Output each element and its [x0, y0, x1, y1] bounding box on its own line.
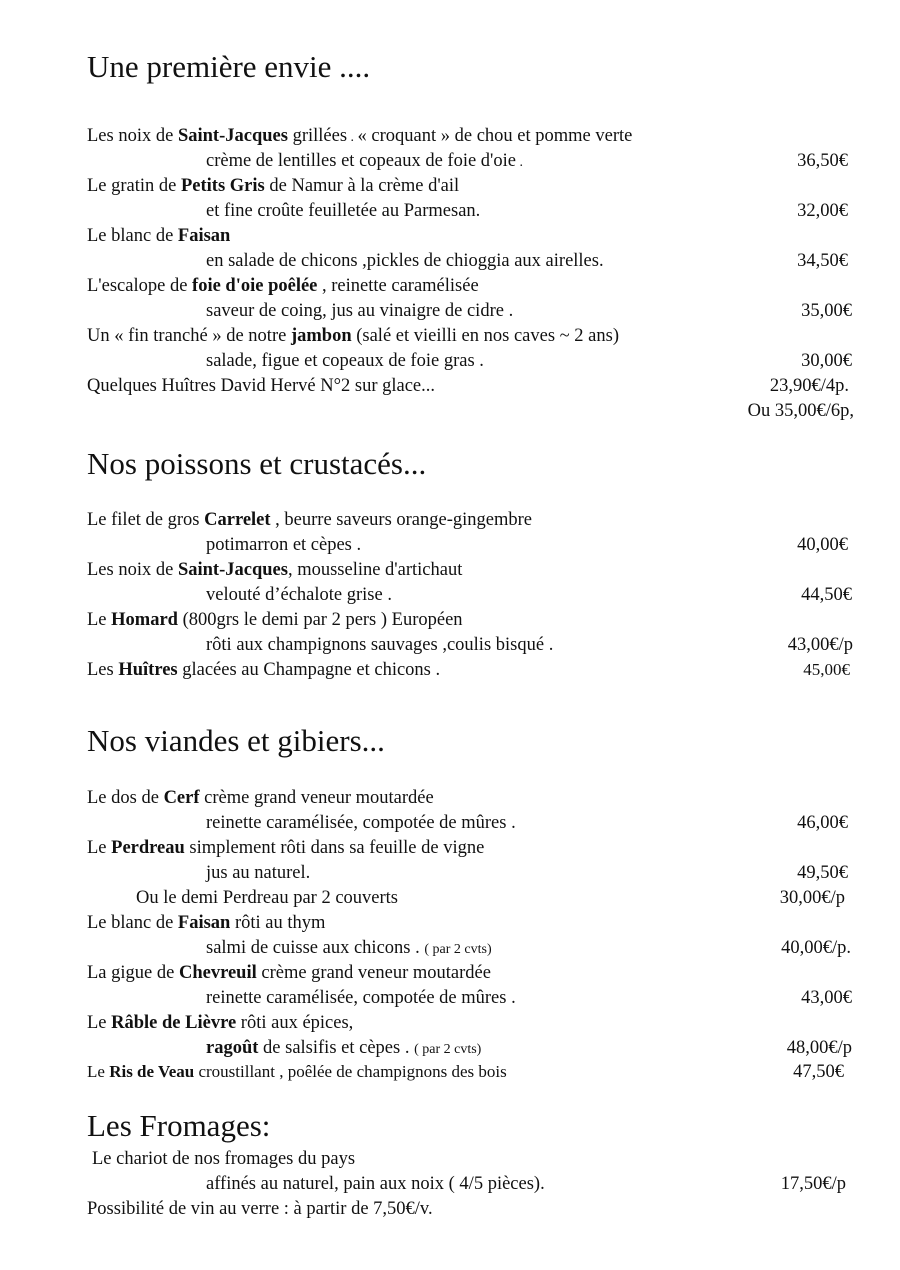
menu-line: en salade de chicons ,pickles de chioggia aux airelles.	[206, 251, 604, 271]
menu-line: Les noix de Saint-Jacques, mousseline d'artichaut	[87, 560, 463, 580]
menu-price: 40,00€/p.	[781, 938, 851, 958]
menu-line: Ou le demi Perdreau par 2 couverts	[136, 888, 398, 908]
menu-line: velouté d’échalote grise .	[206, 585, 392, 605]
menu-price: 46,00€	[797, 813, 848, 833]
menu-price: 44,50€	[801, 585, 852, 605]
menu-line: Les Huîtres glacées au Champagne et chicons .	[87, 660, 441, 680]
menu-price: 47,50€	[793, 1062, 844, 1082]
menu-line: Le dos de Cerf crème grand veneur moutardée	[87, 788, 434, 808]
menu-line: et fine croûte feuilletée au Parmesan.	[206, 201, 481, 221]
menu-line: rôti aux champignons sauvages ,coulis bisqué .	[206, 635, 554, 655]
menu-line: Quelques Huîtres David Hervé N°2 sur glace...	[87, 376, 436, 396]
menu-price: 40,00€	[797, 535, 848, 555]
menu-line: Le chariot de nos fromages du pays	[92, 1149, 356, 1169]
menu-line: ragoût de salsifis et cèpes . ( par 2 cvts)	[206, 1038, 482, 1058]
menu-line: Le Perdreau simplement rôti dans sa feuille de vigne	[87, 838, 485, 858]
menu-line: Le blanc de Faisan rôti au thym	[87, 913, 326, 933]
menu-price: 30,00€/p	[779, 888, 845, 908]
section-title-poissons: Nos poissons et crustacés...	[87, 446, 427, 481]
menu-line: Le Homard (800grs le demi par 2 pers ) Européen	[87, 610, 463, 630]
menu-line: Le Ris de Veau croustillant , poêlée de champignons des bois	[87, 1062, 507, 1081]
section-title-entrees: Une première envie ....	[87, 49, 371, 84]
section-title-viandes: Nos viandes et gibiers...	[87, 723, 385, 758]
menu-price: 34,50€	[797, 251, 848, 271]
menu-line: Les noix de Saint-Jacques grillées . « croquant » de chou et pomme verte	[87, 126, 633, 146]
menu-line: Possibilité de vin au verre : à partir de 7,50€/v.	[87, 1199, 433, 1219]
menu-price: 17,50€/p	[780, 1174, 846, 1194]
menu-price: 35,00€	[801, 301, 852, 321]
menu-line: salade, figue et copeaux de foie gras .	[206, 351, 484, 371]
menu-price: 23,90€/4p.	[769, 376, 849, 396]
menu-line: potimarron et cèpes .	[206, 535, 362, 555]
menu-price: 48,00€/p	[786, 1038, 852, 1058]
menu-price: 32,00€	[797, 201, 848, 221]
menu-line: Un « fin tranché » de notre jambon (salé et vieilli en nos caves ~ 2 ans)	[87, 326, 619, 346]
menu-line: Le Râble de Lièvre rôti aux épices,	[87, 1013, 354, 1033]
menu-line: Le blanc de Faisan	[87, 226, 231, 246]
menu-line: Le filet de gros Carrelet , beurre saveurs orange-gingembre	[87, 510, 533, 530]
section-title-fromages: Les Fromages:	[87, 1108, 271, 1143]
menu-price: 49,50€	[797, 863, 848, 883]
menu-line: jus au naturel.	[206, 863, 311, 883]
menu-line: affinés au naturel, pain aux noix ( 4/5 pièces).	[206, 1174, 545, 1194]
menu-price: 30,00€	[801, 351, 852, 371]
menu-line: reinette caramélisée, compotée de mûres .	[206, 988, 516, 1008]
menu-price: 36,50€	[797, 151, 848, 171]
menu-line: saveur de coing, jus au vinaigre de cidre .	[206, 301, 514, 321]
menu-price: 45,00€	[803, 660, 850, 679]
menu-price: 43,00€	[801, 988, 852, 1008]
menu-line: crème de lentilles et copeaux de foie d'oie .	[206, 151, 523, 171]
menu-line: reinette caramélisée, compotée de mûres .	[206, 813, 516, 833]
menu-line: La gigue de Chevreuil crème grand veneur moutardée	[87, 963, 491, 983]
menu-line: salmi de cuisse aux chicons . ( par 2 cvts)	[206, 938, 492, 958]
menu-line: Le gratin de Petits Gris de Namur à la crème d'ail	[87, 176, 460, 196]
menu-price: Ou 35,00€/6p,	[747, 401, 854, 421]
menu-price: 43,00€/p	[787, 635, 853, 655]
menu-line: L'escalope de foie d'oie poêlée , reinette caramélisée	[87, 276, 479, 296]
